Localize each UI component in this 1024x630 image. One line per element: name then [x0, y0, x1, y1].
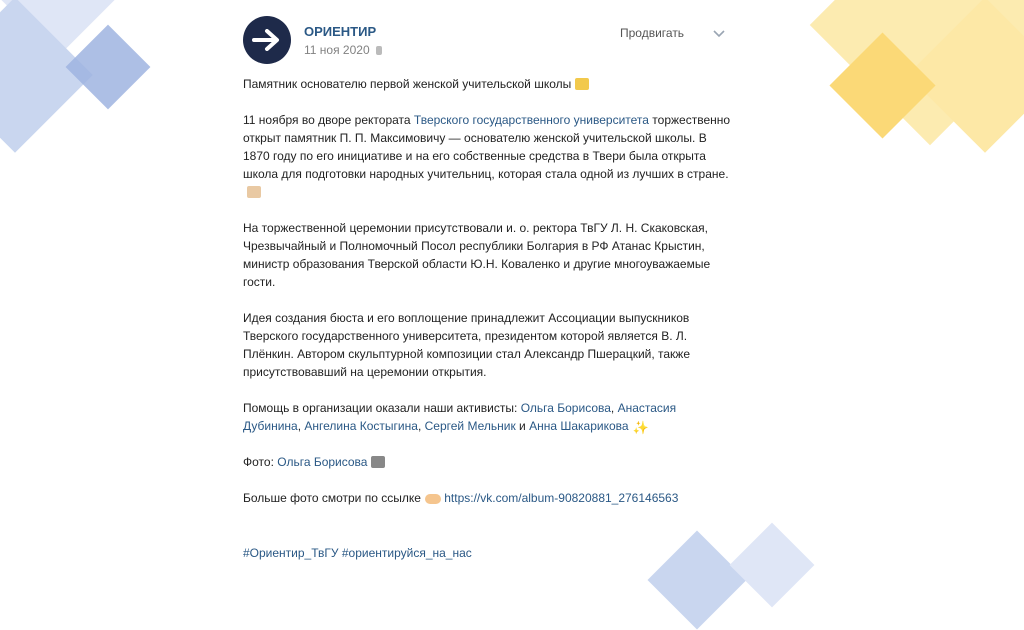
photo-author-link[interactable]: Ольга Борисова — [277, 455, 368, 469]
decor-diamond — [730, 523, 815, 608]
paragraph-4: Помощь в организации оказали наши активисты: Ольга Борисова, Анастасия Дубинина, Ангелина Костыгина, Сергей Мельник и Анна Шакарикова ✨ — [243, 401, 677, 435]
post-date[interactable] — [304, 43, 382, 57]
pointing-hand-icon — [425, 494, 441, 504]
mention-link[interactable]: Ангелина Костыгина — [304, 419, 418, 433]
scroll-icon — [247, 186, 261, 198]
avatar[interactable] — [243, 16, 291, 64]
promote-button[interactable]: Продвигать — [620, 26, 685, 40]
post-text — [243, 75, 733, 525]
sparkles-icon: ✨ — [632, 420, 649, 435]
author-name[interactable]: ОРИЕНТИР — [304, 24, 377, 39]
mention-link[interactable]: Анна Шакарикова — [529, 419, 629, 433]
paragraph-3: Идея создания бюста и его воплощение принадлежит Ассоциации выпускников Тверского государственного университета, президентом которой является В. Л. Плёнкин. Автором скульптурной композиции стал Александр Пшерацкий, также присутствовавший на церемонии открытия. — [243, 311, 691, 379]
decor-diamond — [648, 531, 747, 630]
mention-link[interactable]: Сергей Мельник — [424, 419, 516, 433]
album-link[interactable]: https://vk.com/album-90820881_276146563 — [444, 491, 679, 505]
hashtags[interactable]: #Ориентир_ТвГУ #ориентируйся_на_нас — [243, 546, 472, 560]
confetti-icon — [575, 78, 589, 90]
post-date-text[interactable]: 11 ноя 2020 — [304, 43, 370, 57]
decor-diamond — [66, 25, 151, 110]
camera-icon — [371, 456, 385, 468]
mention-link[interactable]: Ольга Борисова — [520, 401, 611, 415]
post — [243, 14, 733, 560]
paragraph-2: На торжественной церемонии присутствовали и. о. ректора ТвГУ Л. Н. Скаковская, Чрезвычайный и Полномочный Посол республики Болгария в РФ Атанас Крыстин, министр образования Тверской области Ю.Н. Коваленко и другие многоуважаемые гости. — [243, 221, 711, 289]
arrow-right-icon — [252, 29, 282, 51]
mention-link[interactable]: Анастасия Дубинина — [243, 401, 677, 433]
paragraph-1: 11 ноября во дворе ректората Тверского государственного университета торжественно открыт памятник П. П. Максимовичу — основателю женской учительской школы. В 1870 году по его инициативе и на его собственные средства в Твери была открыта школа для подготовки народных учительниц, которая стала одной из лучших в стране. — [243, 111, 733, 201]
post-title: Памятник основателю первой женской учительской школы — [243, 75, 733, 93]
photo-credit: Фото: Ольга Борисова — [243, 453, 733, 471]
phone-icon — [376, 46, 382, 55]
university-link[interactable]: Тверского государственного университета — [413, 113, 649, 127]
chevron-down-icon[interactable] — [712, 26, 726, 40]
more-photos: Больше фото смотри по ссылке https://vk.com/album-90820881_276146563 — [243, 491, 679, 505]
post-header — [243, 14, 733, 70]
